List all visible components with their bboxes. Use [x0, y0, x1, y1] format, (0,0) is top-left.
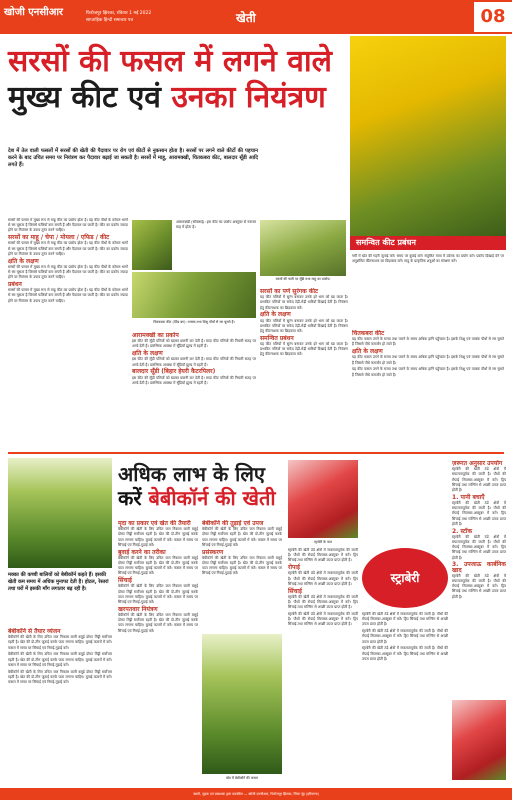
- babycorn-col3-body1: बेबीकॉर्न की खेती के लिए उचित जल निकास वाली बलुई दोमट मिट्टी सर्वोत्तम रहती है। खेत की दो-तीन जुताई करके पाटा लगाना चाहिए। बुवाई कतारों में करें। फसल में समय पर सिंचाई एवं निराई-गुड़ाई करें।: [202, 527, 282, 547]
- col3-body-3: यह कीट पत्तियों में सुरंग बनाकर उनके हरे भाग को खा जाता है। प्रभावित पत्तियों पर सफेद टेढ़ी-मेढ़ी धारियाँ दिखाई देती हैं। नियंत्रण हेतु कीटनाशक का छिड़काव करें।: [260, 342, 348, 357]
- strawberry-col3-body3: स्ट्राबेरी की खेती ठंडे क्षेत्रों में सफलतापूर्वक की जाती है। पौधों की रोपाई सितम्बर-अक्टूबर में करें। ड्रिप सिंचाई तथा मल्चिंग से अच्छी उपज प्राप्त होती है।: [452, 534, 506, 560]
- col1-intro: सरसों की फसल में मुख्य रूप से माहू कीट का प्रकोप होता है। यह कीट पौधों के कोमल भागों से रस चूसता है जिससे फलियाँ कम बनती हैं और पैदावार घट जाती है। कीट का प्रकोप ज्यादा होने पर नियंत्रण के उपाय तुरंत करने चाहिए।: [8, 218, 128, 233]
- babycorn-col2-body2: बेबीकॉर्न की खेती के लिए उचित जल निकास वाली बलुई दोमट मिट्टी सर्वोत्तम रहती है। खेत की दो-तीन जुताई करके पाटा लगाना चाहिए। बुवाई कतारों में करें। फसल में समय पर सिंचाई एवं निराई-गुड़ाई करें।: [118, 555, 198, 576]
- painted-bug-caption: चितकबरा कीट (पेंटेड बग): वयस्क तथा शिशु पौधों से रस चूसते हैं।: [153, 320, 235, 324]
- col4-body-3: यह कीट फसल उगने के समय तथा पकने के समय अधिक हानि पहुँचाता है। इसके शिशु एवं वयस्क पौधों से रस चूसते हैं जिससे पौधे कमजोर हो जाते हैं।: [352, 367, 504, 377]
- col1-body-damage: सरसों की फसल में मुख्य रूप से माहू कीट का प्रकोप होता है। यह कीट पौधों के कोमल भागों से रस चूसता है जिससे फलियाँ कम बनती हैं और पैदावार घट जाती है। कीट का प्रकोप ज्यादा होने पर नियंत्रण के उपाय तुरंत करने चाहिए।: [8, 264, 128, 280]
- painted-bug-photo: [132, 272, 256, 318]
- babycorn-col1-body3: बेबीकॉर्न की खेती के लिए उचित जल निकास वाली बलुई दोमट मिट्टी सर्वोत्तम रहती है। खेत की दो-तीन जुताई करके पाटा लगाना चाहिए। बुवाई कतारों में करें। फसल में समय पर सिंचाई एवं निराई-गुड़ाई करें।: [8, 669, 112, 685]
- strawberry-col1: [288, 548, 358, 784]
- strawberry-sub-stock: 2. स्टॉक: [452, 527, 473, 535]
- babycorn-sub-sowing: बुवाई करने का तरीका: [118, 548, 166, 556]
- col3-sub-ipm: समन्वित प्रबंधन: [260, 334, 294, 342]
- babycorn-col3-body2: बेबीकॉर्न की खेती के लिए उचित जल निकास वाली बलुई दोमट मिट्टी सर्वोत्तम रहती है। खेत की दो-तीन जुताई करके पाटा लगाना चाहिए। बुवाई कतारों में करें। फसल में समय पर सिंचाई एवं निराई-गुड़ाई करें।: [202, 555, 282, 576]
- col3-body-1: यह कीट पत्तियों में सुरंग बनाकर उनके हरे भाग को खा जाता है। प्रभावित पत्तियों पर सफेद टेढ़ी-मेढ़ी धारियाँ दिखाई देती हैं। नियंत्रण हेतु कीटनाशक का छिड़काव करें।: [260, 295, 348, 310]
- col1-sub-aphid: सरसों का माहू / चेपा / मोयला / एफिड / कीट: [8, 234, 110, 242]
- strawberry-sub-usage: ज़रूरत अनुसार उपयोग: [452, 460, 503, 467]
- col4-body-2: यह कीट फसल उगने के समय तथा पकने के समय अधिक हानि पहुँचाता है। इसके शिशु एवं वयस्क पौधों से रस चूसते हैं जिससे पौधे कमजोर हो जाते हैं।: [352, 355, 504, 365]
- babycorn-sub-processing: प्रसंस्करण: [202, 548, 224, 556]
- strawberry-col1-body2: स्ट्राबेरी की खेती ठंडे क्षेत्रों में सफलतापूर्वक की जाती है। पौधों की रोपाई सितम्बर-अक्टूबर में करें। ड्रिप सिंचाई तथा मल्चिंग से अच्छी उपज प्राप्त होती है।: [288, 571, 358, 586]
- strawberry-col1-body1: स्ट्राबेरी की खेती ठंडे क्षेत्रों में सफलतापूर्वक की जाती है। पौधों की रोपाई सितम्बर-अक्टूबर में करें। ड्रिप सिंचाई तथा मल्चिंग से अच्छी उपज प्राप्त होती है।: [288, 548, 358, 563]
- babycorn-col1-body1: बेबीकॉर्न की खेती के लिए उचित जल निकास वाली बलुई दोमट मिट्टी सर्वोत्तम रहती है। खेत की दो-तीन जुताई करके पाटा लगाना चाहिए। बुवाई कतारों में करें। फसल में समय पर सिंचाई एवं निराई-गुड़ाई करें।: [8, 635, 112, 650]
- col3-sub-damage: क्षति के लक्षण: [260, 311, 291, 319]
- masthead-bar: [0, 0, 512, 34]
- date-line: फिरोजपुर झिरका, रविवार 1 मई 2022: [86, 11, 152, 16]
- col1-body-management: सरसों की फसल में मुख्य रूप से माहू कीट का प्रकोप होता है। यह कीट पौधों के कोमल भागों से रस चूसता है जिससे फलियाँ कम बनती हैं और पैदावार घट जाती है। कीट का प्रकोप ज्यादा होने पर नियंत्रण के उपाय तुरंत करने चाहिए।: [8, 288, 128, 303]
- babycorn-col2: [118, 520, 198, 784]
- strawberry-sub-water: 1. पानी बचाएँ: [452, 493, 485, 501]
- babycorn-col1-body2: बेबीकॉर्न की खेती के लिए उचित जल निकास वाली बलुई दोमट मिट्टी सर्वोत्तम रहती है। खेत की दो-तीन जुताई करके पाटा लगाना चाहिए। बुवाई कतारों में करें। फसल में समय पर सिंचाई एवं निराई-गुड़ाई करें।: [8, 652, 112, 667]
- babycorn-lede: मक्का की कच्ची बालियों को बेबीकॉर्न कहते हैं। इसकी खेती कम समय में अधिक मुनाफा देती है। होटल, रेस्तरां तथा घरों में इसकी माँग लगातार बढ़ रही है।: [8, 572, 109, 592]
- col4-sub-painted-bug: चितकबरा कीट: [352, 330, 385, 337]
- babycorn-headline-prefix: करें: [118, 486, 142, 510]
- babycorn-sub-harvest: बेबीकॉर्न की तुड़ाई एवं उपज: [202, 520, 264, 527]
- section-divider: [8, 452, 504, 454]
- babycorn-sub-dishes: बेबीकॉर्न से तैयार व्यंजन: [8, 628, 61, 635]
- col2-sub-hairy: बालदार सूँडी (बिहार हेयरी कैटरपिलर): [132, 368, 216, 376]
- col2-body-3: इस कीट की सूँडी पत्तियों को खाकर छलनी कर देती है। मादा कीट पत्तियों की निचली सतह पर अण्डे देती है। प्रारम्भिक अवस्था में सूँडियाँ झुण्ड में रहती हैं।: [132, 375, 256, 385]
- babycorn-col2-body1: बेबीकॉर्न की खेती के लिए उचित जल निकास वाली बलुई दोमट मिट्टी सर्वोत्तम रहती है। खेत की दो-तीन जुताई करके पाटा लगाना चाहिए। बुवाई कतारों में करें। फसल में समय पर सिंचाई एवं निराई-गुड़ाई करें।: [118, 527, 198, 547]
- strawberry-sub-irrigation: सिंचाई: [288, 587, 302, 595]
- section-title: खेती: [236, 11, 256, 25]
- strawberry-col3-body4: स्ट्राबेरी की खेती ठंडे क्षेत्रों में सफलतापूर्वक की जाती है। पौधों की रोपाई सितम्बर-अक्टूबर में करें। ड्रिप सिंचाई तथा मल्चिंग से अच्छी उपज प्राप्त होती है।: [452, 573, 506, 599]
- strawberry-col1-body3: स्ट्राबेरी की खेती ठंडे क्षेत्रों में सफलतापूर्वक की जाती है। पौधों की रोपाई सितम्बर-अक्टूबर में करें। ड्रिप सिंचाई तथा मल्चिंग से अच्छी उपज प्राप्त होती है।: [288, 594, 358, 610]
- col3-body-2: यह कीट पत्तियों में सुरंग बनाकर उनके हरे भाग को खा जाता है। प्रभावित पत्तियों पर सफेद टेढ़ी-मेढ़ी धारियाँ दिखाई देती हैं। नियंत्रण हेतु कीटनाशक का छिड़काव करें।: [260, 318, 348, 334]
- col2-body-2: इस कीट की सूँडी पत्तियों को खाकर छलनी कर देती है। मादा कीट पत्तियों की निचली सतह पर अण्डे देती है। प्रारम्भिक अवस्था में सूँडियाँ झुण्ड में रहती हैं।: [132, 357, 256, 367]
- col1-body-aphid: सरसों की फसल में मुख्य रूप से माहू कीट का प्रकोप होता है। यह कीट पौधों के कोमल भागों से रस चूसता है जिससे फलियाँ कम बनती हैं और पैदावार घट जाती है। कीट का प्रकोप ज्यादा होने पर नियंत्रण के उपाय तुरंत करने चाहिए।: [8, 241, 128, 256]
- article1-col2: [132, 332, 256, 448]
- pod-pest-caption: सरसों की फली पर सूँडी तथा माहू का प्रकोप।: [275, 277, 331, 281]
- strawberry-photo-caption: स्ट्राबेरी के फल: [314, 540, 332, 544]
- strawberry-col1-body4: स्ट्राबेरी की खेती ठंडे क्षेत्रों में सफलतापूर्वक की जाती है। पौधों की रोपाई सितम्बर-अक्टूबर में करें। ड्रिप सिंचाई तथा मल्चिंग से अच्छी उपज प्राप्त होती है।: [288, 612, 358, 627]
- col1-sub-damage: क्षति के लक्षण: [8, 257, 39, 265]
- babycorn-sub-irrigation: सिंचाई: [118, 577, 132, 585]
- article1-lede: देश में तेल वाली फसलों में सरसों की खेती की पैदावार पर रोग एवं कीटों से नुकसान होता है। सरसों पर लगने वाले कीटों की पहचान करने के बाद उचित समय पर नियंत्रण कर पैदावार बढ़ाई जा सकती है। सरसों में माहू, आरामक्खी, चितकबरा कीट, बालदार सूँडी आदि लगते हैं।: [8, 148, 258, 169]
- strawberry-col3-body1: स्ट्राबेरी की खेती ठंडे क्षेत्रों में सफलतापूर्वक की जाती है। पौधों की रोपाई सितम्बर-अक्टूबर में करें। ड्रिप सिंचाई तथा मल्चिंग से अच्छी उपज प्राप्त होती है।: [452, 467, 506, 493]
- headline-line2-prefix: मुख्य कीट एवं: [8, 80, 161, 115]
- col2-body-1: इस कीट की सूँडी पत्तियों को खाकर छलनी कर देती है। मादा कीट पत्तियों की निचली सतह पर अण्डे देती है। प्रारम्भिक अवस्था में सूँडियाँ झुण्ड में रहती हैं।: [132, 339, 256, 349]
- babycorn-col1: [8, 628, 112, 784]
- ipm-box-title: समन्वित कीट प्रबंधन: [350, 236, 506, 250]
- babycorn-photo: [8, 458, 112, 568]
- article1-col4: [352, 330, 504, 448]
- headline-line2-highlight: उनका नियंत्रण: [171, 80, 326, 115]
- strawberry-col2-body1: स्ट्राबेरी की खेती ठंडे क्षेत्रों में सफलतापूर्वक की जाती है। पौधों की रोपाई सितम्बर-अक्टूबर में करें। ड्रिप सिंचाई तथा मल्चिंग से अच्छी उपज प्राप्त होती है।: [362, 612, 448, 627]
- ipm-box-body: गर्मी में खेत की गहरी जुताई करें। समय पर बुवाई करें। संतुलित मात्रा में उर्वरक का प्रयोग करें। प्रकोप दिखाई देने पर अनुशंसित कीटनाशक का छिड़काव करें। माहू के प्राकृतिक शत्रुओं का संरक्षण करें।: [352, 254, 504, 264]
- strawberry-col2: [362, 612, 448, 784]
- article1-col3: [260, 288, 348, 448]
- paper-name: खोजी एनसीआर: [4, 7, 64, 18]
- babycorn-field-photo: [202, 634, 282, 774]
- babycorn-field-caption: खेत में बेबीकॉर्न की फसल: [226, 776, 258, 780]
- strawberry-photo-bottom: [452, 700, 506, 780]
- article1-col1: [8, 218, 128, 448]
- article1-headline: [8, 44, 338, 116]
- page-number: 08: [474, 2, 512, 32]
- col2-sub-damage: क्षति के लक्षण: [132, 350, 163, 358]
- strawberry-sub-planting: रोपाई: [288, 564, 300, 572]
- babycorn-headline-highlight: बेबीकॉर्न की खेती: [148, 486, 276, 510]
- strawberry-col2-body2: स्ट्राबेरी की खेती ठंडे क्षेत्रों में सफलतापूर्वक की जाती है। पौधों की रोपाई सितम्बर-अक्टूबर में करें। ड्रिप सिंचाई तथा मल्चिंग से अच्छी उपज प्राप्त होती है।: [362, 629, 448, 644]
- col4-body-1: यह कीट फसल उगने के समय तथा पकने के समय अधिक हानि पहुँचाता है। इसके शिशु एवं वयस्क पौधों से रस चूसते हैं जिससे पौधे कमजोर हो जाते हैं।: [352, 337, 504, 347]
- col2-sub-sawfly: आरामक्खी का प्रकोप: [132, 332, 179, 339]
- col3-sub-leafminer: सरसों का पर्ण सुरंगक कीट: [260, 288, 319, 295]
- mustard-flower-photo: [350, 36, 506, 236]
- babycorn-headline-line1: अधिक लाभ के लिए: [118, 462, 265, 486]
- babycorn-col2-body4: बेबीकॉर्न की खेती के लिए उचित जल निकास वाली बलुई दोमट मिट्टी सर्वोत्तम रहती है। खेत की दो-तीन जुताई करके पाटा लगाना चाहिए। बुवाई कतारों में करें। फसल में समय पर सिंचाई एवं निराई-गुड़ाई करें।: [118, 613, 198, 633]
- strawberry-photo-top: [288, 460, 358, 538]
- headline-line1: सरसों की फसल में लगने वाले: [8, 44, 332, 79]
- sawfly-photo: [132, 220, 172, 270]
- babycorn-sub-soil: मृदा का प्रकार एवं खेत की तैयारी: [118, 520, 191, 527]
- col4-sub-damage: क्षति के लक्षण: [352, 348, 383, 356]
- strawberry-sub-manure: 3. उपजाऊ कार्बनिक खाद: [452, 561, 506, 574]
- strawberry-col2-body3: स्ट्राबेरी की खेती ठंडे क्षेत्रों में सफलतापूर्वक की जाती है। पौधों की रोपाई सितम्बर-अक्टूबर में करें। ड्रिप सिंचाई तथा मल्चिंग से अच्छी उपज प्राप्त होती है।: [362, 646, 448, 661]
- strawberry-title-badge: स्ट्राबेरी: [362, 548, 448, 608]
- pod-pest-photo: [260, 220, 346, 276]
- sawfly-caption: आरामक्खी (सॉफ्लाई): इस कीट का प्रकोप अक्टूबर से नवम्बर माह में होता है।: [176, 220, 256, 230]
- babycorn-col3: [202, 520, 282, 630]
- col1-sub-management: प्रबंधन: [8, 281, 22, 289]
- babycorn-sub-weed: खरपतवार नियंत्रण: [118, 605, 158, 613]
- footer-imprint: स्वामी, मुद्रक एवं प्रकाशक द्वारा प्रकाशित — खोजी एनसीआर, फिरोजपुर झिरका, जिला नूंह (हरियाणा): [0, 788, 512, 800]
- paper-subline: साप्ताहिक हिन्दी समाचार पत्र: [86, 18, 133, 23]
- strawberry-col3-body2: स्ट्राबेरी की खेती ठंडे क्षेत्रों में सफलतापूर्वक की जाती है। पौधों की रोपाई सितम्बर-अक्टूबर में करें। ड्रिप सिंचाई तथा मल्चिंग से अच्छी उपज प्राप्त होती है।: [452, 501, 506, 526]
- babycorn-col2-body3: बेबीकॉर्न की खेती के लिए उचित जल निकास वाली बलुई दोमट मिट्टी सर्वोत्तम रहती है। खेत की दो-तीन जुताई करके पाटा लगाना चाहिए। बुवाई कतारों में करें। फसल में समय पर सिंचाई एवं निराई-गुड़ाई करें।: [118, 584, 198, 605]
